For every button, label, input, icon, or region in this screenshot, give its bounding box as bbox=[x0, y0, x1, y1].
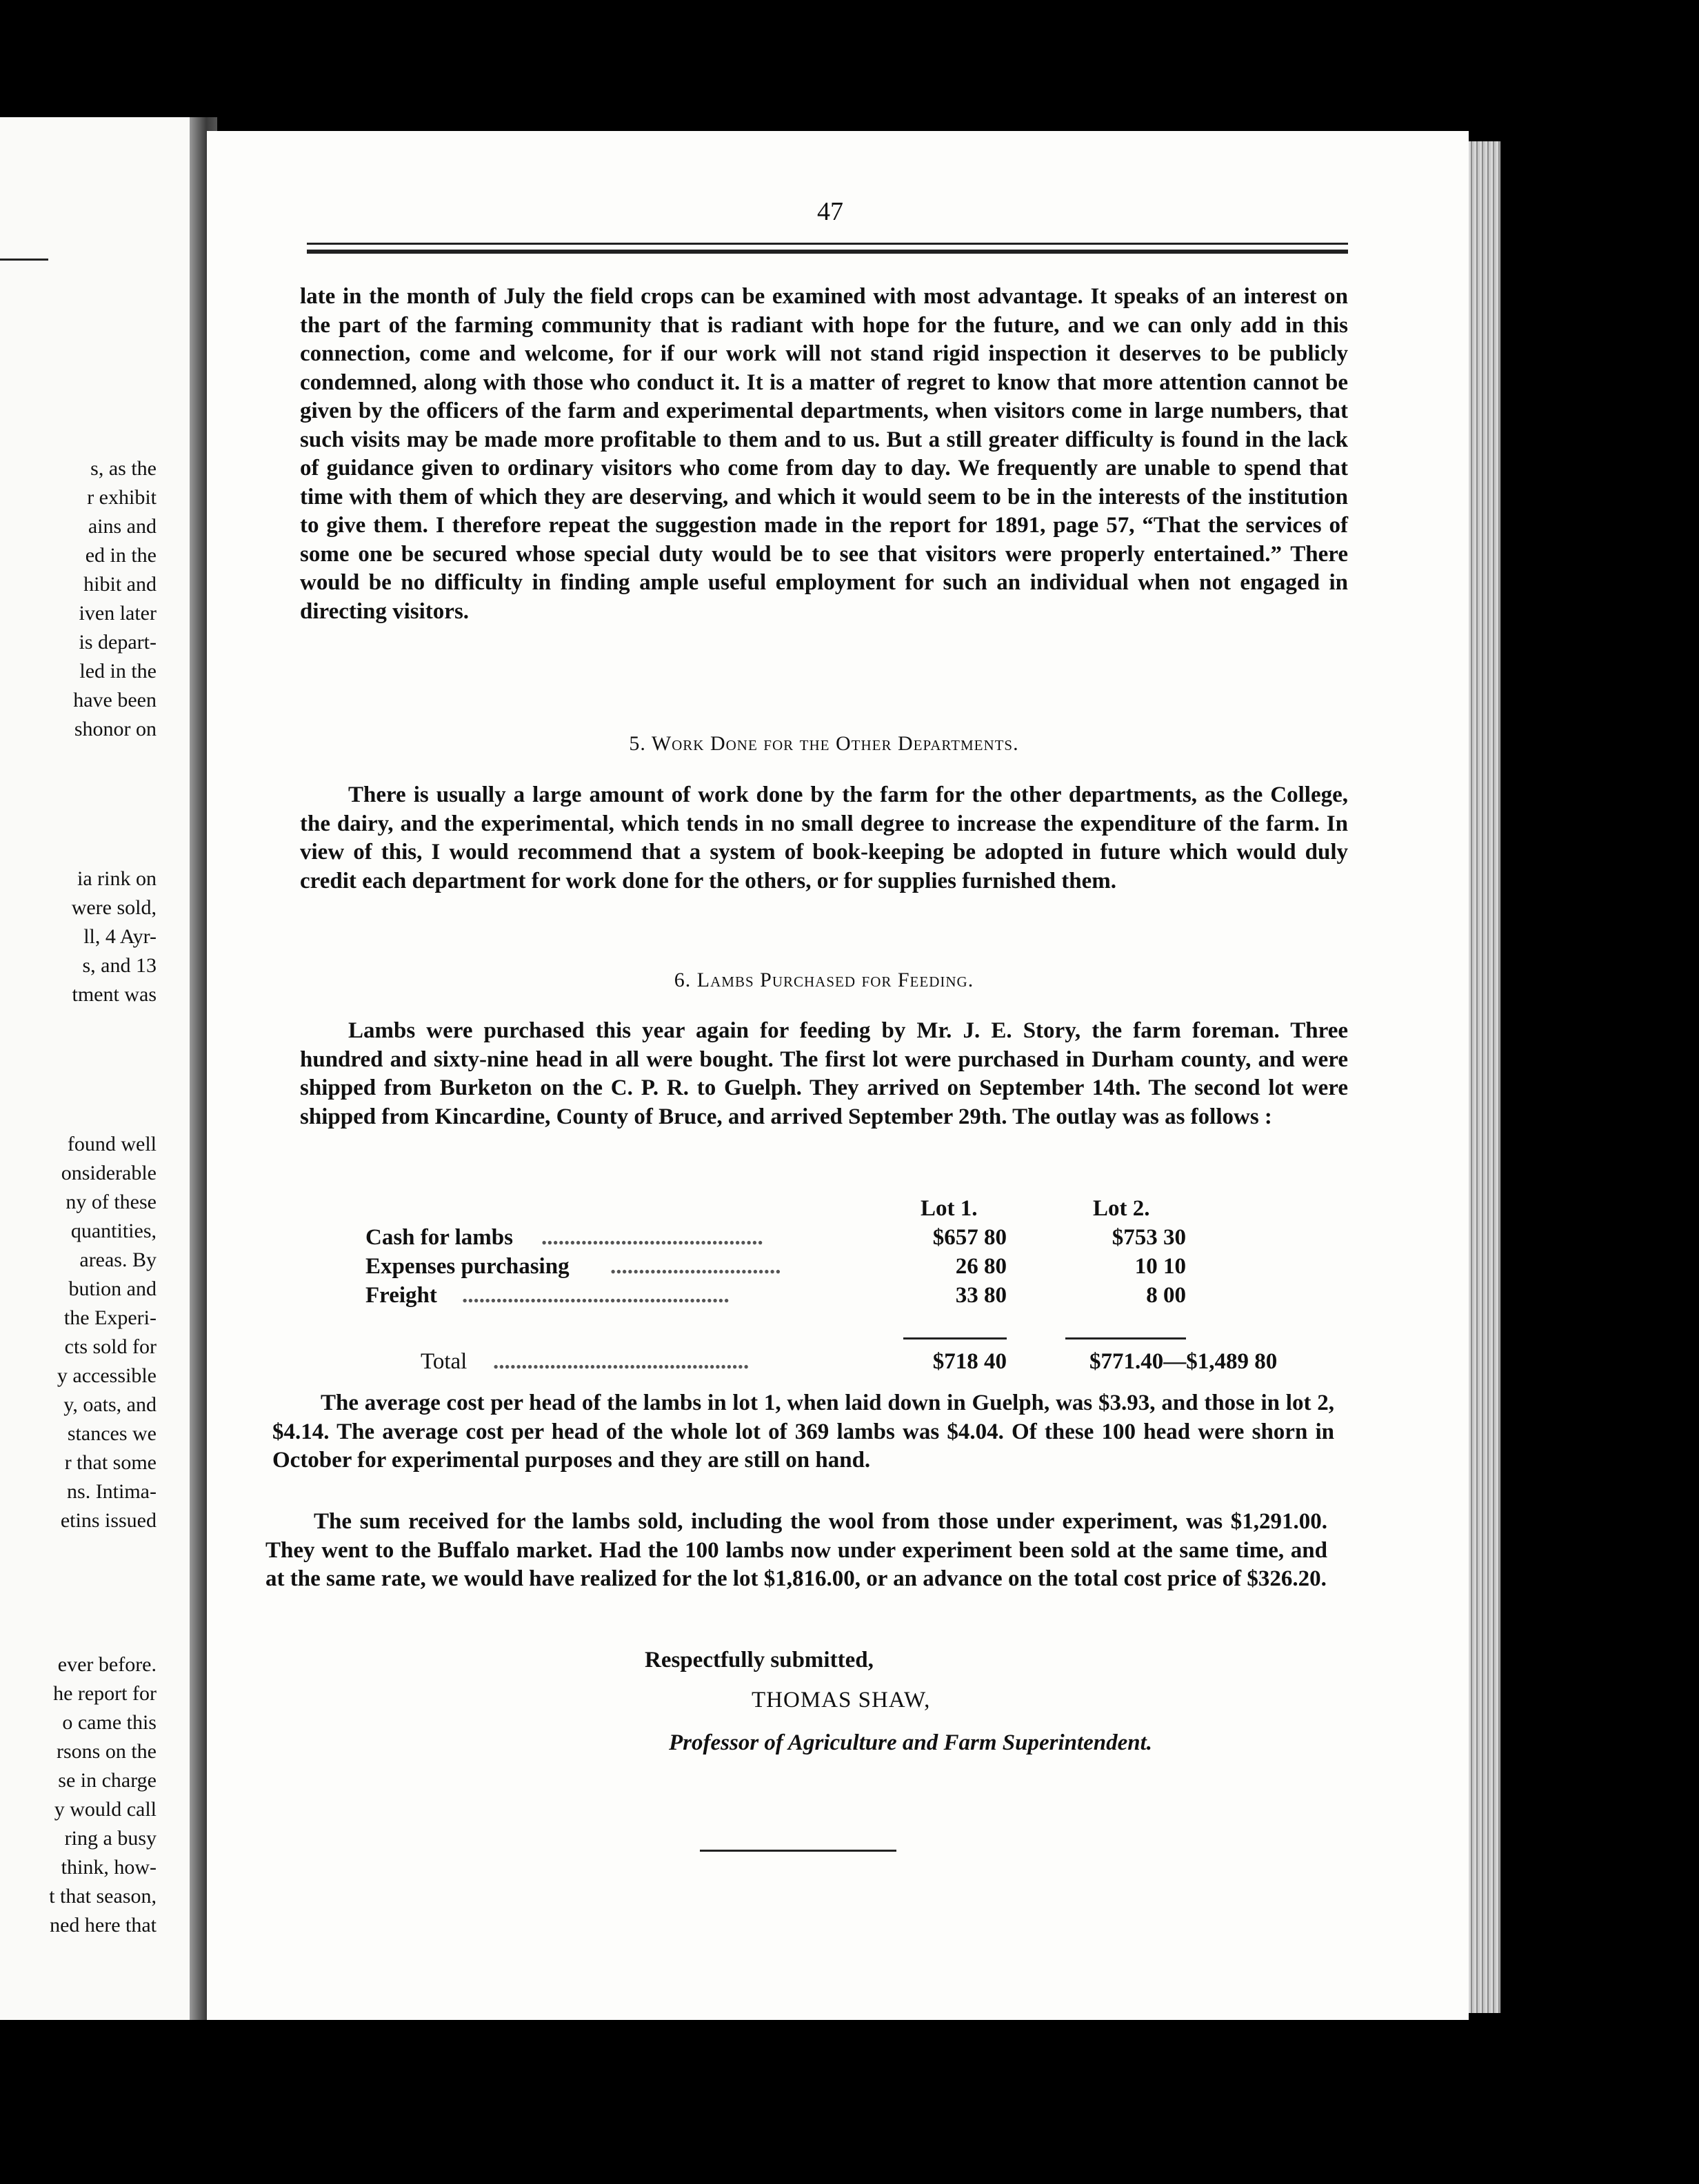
left-page-line: se in charge bbox=[58, 1769, 157, 1792]
row-label: Cash for lambs bbox=[365, 1225, 513, 1250]
section-heading-5: 5. Work Done for the Other Departments. bbox=[629, 732, 1019, 755]
left-page-line: ns. Intima- bbox=[67, 1480, 157, 1503]
total-lot-2-and-grand-total: $771.40—$1,489 80 bbox=[1089, 1349, 1278, 1374]
left-page-line: t that season, bbox=[49, 1885, 157, 1908]
total-lot-1: $718 40 bbox=[932, 1349, 1007, 1374]
left-page-rule bbox=[0, 259, 48, 261]
row-lot-1: $657 80 bbox=[932, 1225, 1007, 1250]
left-page-line: ia rink on bbox=[77, 867, 157, 890]
left-page-line: r that some bbox=[64, 1451, 157, 1474]
signer-name: THOMAS SHAW, bbox=[752, 1688, 931, 1712]
left-page-line: y would call bbox=[54, 1798, 157, 1821]
left-page-line: s, and 13 bbox=[82, 954, 157, 977]
left-page-line: s, as the bbox=[90, 457, 157, 480]
paragraph-lambs-purchased: Lambs were purchased this year again for feeding by Mr. J. E. Story, the farm foreman. Three hundred and sixty-nine head in all were bought. The first lot were purchased in Durham county, and were shipped from Burketon on the C. P. R. to Guelph. They arrived on September 14th. The second lot were shipped from Kincardine, County of Bruce, and arrived September 29th. The outlay was as follows : bbox=[300, 1018, 1348, 1129]
row-lot-1: 26 80 bbox=[955, 1254, 1007, 1279]
left-page-line: iven later bbox=[79, 602, 157, 625]
paragraph-average-cost: The average cost per head of the lambs in lot 1, when laid down in Guelph, was $3.93, and those in lot 2, $4.14. The average cost per head of the whole lot of 369 lambs was $4.04. Of these 100 head were shorn in October for experimental purposes and they are still on hand. bbox=[272, 1391, 1334, 1473]
left-page-line: hibit and bbox=[83, 573, 157, 596]
column-header-lot-1: Lot 1. bbox=[921, 1196, 978, 1221]
left-page-line: he report for bbox=[53, 1682, 157, 1705]
page-number: 47 bbox=[817, 197, 843, 226]
left-page-line: the Experi- bbox=[63, 1306, 157, 1329]
header-rule-thick bbox=[307, 250, 1348, 254]
row-lot-2: $753 30 bbox=[1112, 1225, 1186, 1250]
left-page-line: shonor on bbox=[74, 718, 157, 740]
left-page-line: o came this bbox=[62, 1711, 157, 1734]
left-page-line: etins issued bbox=[60, 1509, 157, 1532]
left-page-line: is depart- bbox=[79, 631, 157, 654]
signer-title: Professor of Agriculture and Farm Superintendent. bbox=[669, 1730, 1153, 1755]
total-label: Total bbox=[421, 1349, 468, 1374]
left-page-line: bution and bbox=[68, 1277, 157, 1300]
header-rule-thin bbox=[307, 243, 1348, 245]
paragraph-other-departments: There is usually a large amount of work done by the farm for the other departments, as the College, the dairy, and the experimental, which tends in no small degree to increase the expenditure of the farm. In view of this, I would recommend that a system of book-keeping be adopted in future which would duly credit each department for work done for the others, or for supplies furnished them. bbox=[300, 782, 1348, 893]
leader-dots: ............................................. bbox=[493, 1349, 750, 1374]
leader-dots: ....................................... bbox=[541, 1225, 763, 1250]
left-page-line: ll, 4 Ayr- bbox=[83, 925, 157, 948]
paragraph-visitors: late in the month of July the field crops can be examined with most advantage. It speaks of an interest on the part of the farming community that is radiant with hope for the future, and we can only add in this connection, come and welcome, for if our work will not stand rigid inspection it deserves to be publicly condemned, along with those who conduct it. It is a matter of regret to know that more attention cannot be given by the officers of the farm and experimental departments, when visitors come in large numbers, that such visits may be made more profitable to them and to us. But a still greater difficulty is found in the lack of guidance given to ordinary visitors who come from day to day. We frequently are unable to spend that time with them of which they are deserving, and which it would seem to be in the interests of the institution to give them. I therefore repeat the suggestion made in the report for 1891, page 57, “That the services of some one be secured whose special duty would be to see that visitors were properly entertained.” There would be no difficulty in finding ample useful employment for such an individual when not engaged in directing visitors. bbox=[300, 284, 1348, 624]
left-page-line: y, oats, and bbox=[63, 1393, 157, 1416]
left-page-line: onsiderable bbox=[61, 1162, 157, 1184]
row-lot-1: 33 80 bbox=[955, 1283, 1007, 1308]
lot-2-sum-rule bbox=[1065, 1337, 1186, 1339]
leader-dots: .............................. bbox=[610, 1254, 781, 1279]
section-heading-6: 6. Lambs Purchased for Feeding. bbox=[674, 969, 974, 991]
left-page-line: areas. By bbox=[79, 1248, 157, 1271]
row-label: Expenses purchasing bbox=[365, 1254, 570, 1279]
left-page-line: tment was bbox=[72, 983, 157, 1006]
lot-1-sum-rule bbox=[903, 1337, 1007, 1339]
page-edge bbox=[1469, 141, 1500, 2013]
row-lot-2: 8 00 bbox=[1146, 1283, 1186, 1308]
left-page-line: led in the bbox=[79, 660, 157, 682]
left-page-line: ains and bbox=[88, 515, 157, 538]
left-page-line: cts sold for bbox=[64, 1335, 157, 1358]
left-page-line: r exhibit bbox=[87, 486, 157, 509]
left-page-line: y accessible bbox=[57, 1364, 157, 1387]
left-page-line: ny of these bbox=[66, 1191, 157, 1213]
left-page-line: ed in the bbox=[85, 544, 157, 567]
left-page-line: have been bbox=[73, 689, 157, 711]
left-page-line: rsons on the bbox=[57, 1740, 157, 1763]
left-page bbox=[0, 117, 190, 2020]
end-rule bbox=[700, 1850, 896, 1852]
left-page-line: ever before. bbox=[57, 1653, 157, 1676]
row-label: Freight bbox=[365, 1283, 437, 1308]
left-page-line: think, how- bbox=[61, 1856, 157, 1879]
left-page-line: ring a busy bbox=[64, 1827, 157, 1850]
left-page-line: found well bbox=[67, 1133, 157, 1155]
row-lot-2: 10 10 bbox=[1134, 1254, 1186, 1279]
paragraph-sum-received: The sum received for the lambs sold, including the wool from those under experiment, was $1,291.00. They went to the Buffalo market. Had the 100 lambs now under experiment been sold at the same time, and at the same rate, we would have realized for the lot $1,816.00, or an advance on the total cost price of $326.20. bbox=[265, 1509, 1327, 1591]
left-page-line: were sold, bbox=[71, 896, 157, 919]
signoff: Respectfully submitted, bbox=[645, 1648, 874, 1672]
left-page-line: ned here that bbox=[50, 1914, 157, 1937]
leader-dots: ............................................... bbox=[462, 1283, 730, 1308]
left-page-line: stances we bbox=[67, 1422, 157, 1445]
left-page-line: quantities, bbox=[70, 1220, 157, 1242]
column-header-lot-2: Lot 2. bbox=[1093, 1196, 1150, 1221]
